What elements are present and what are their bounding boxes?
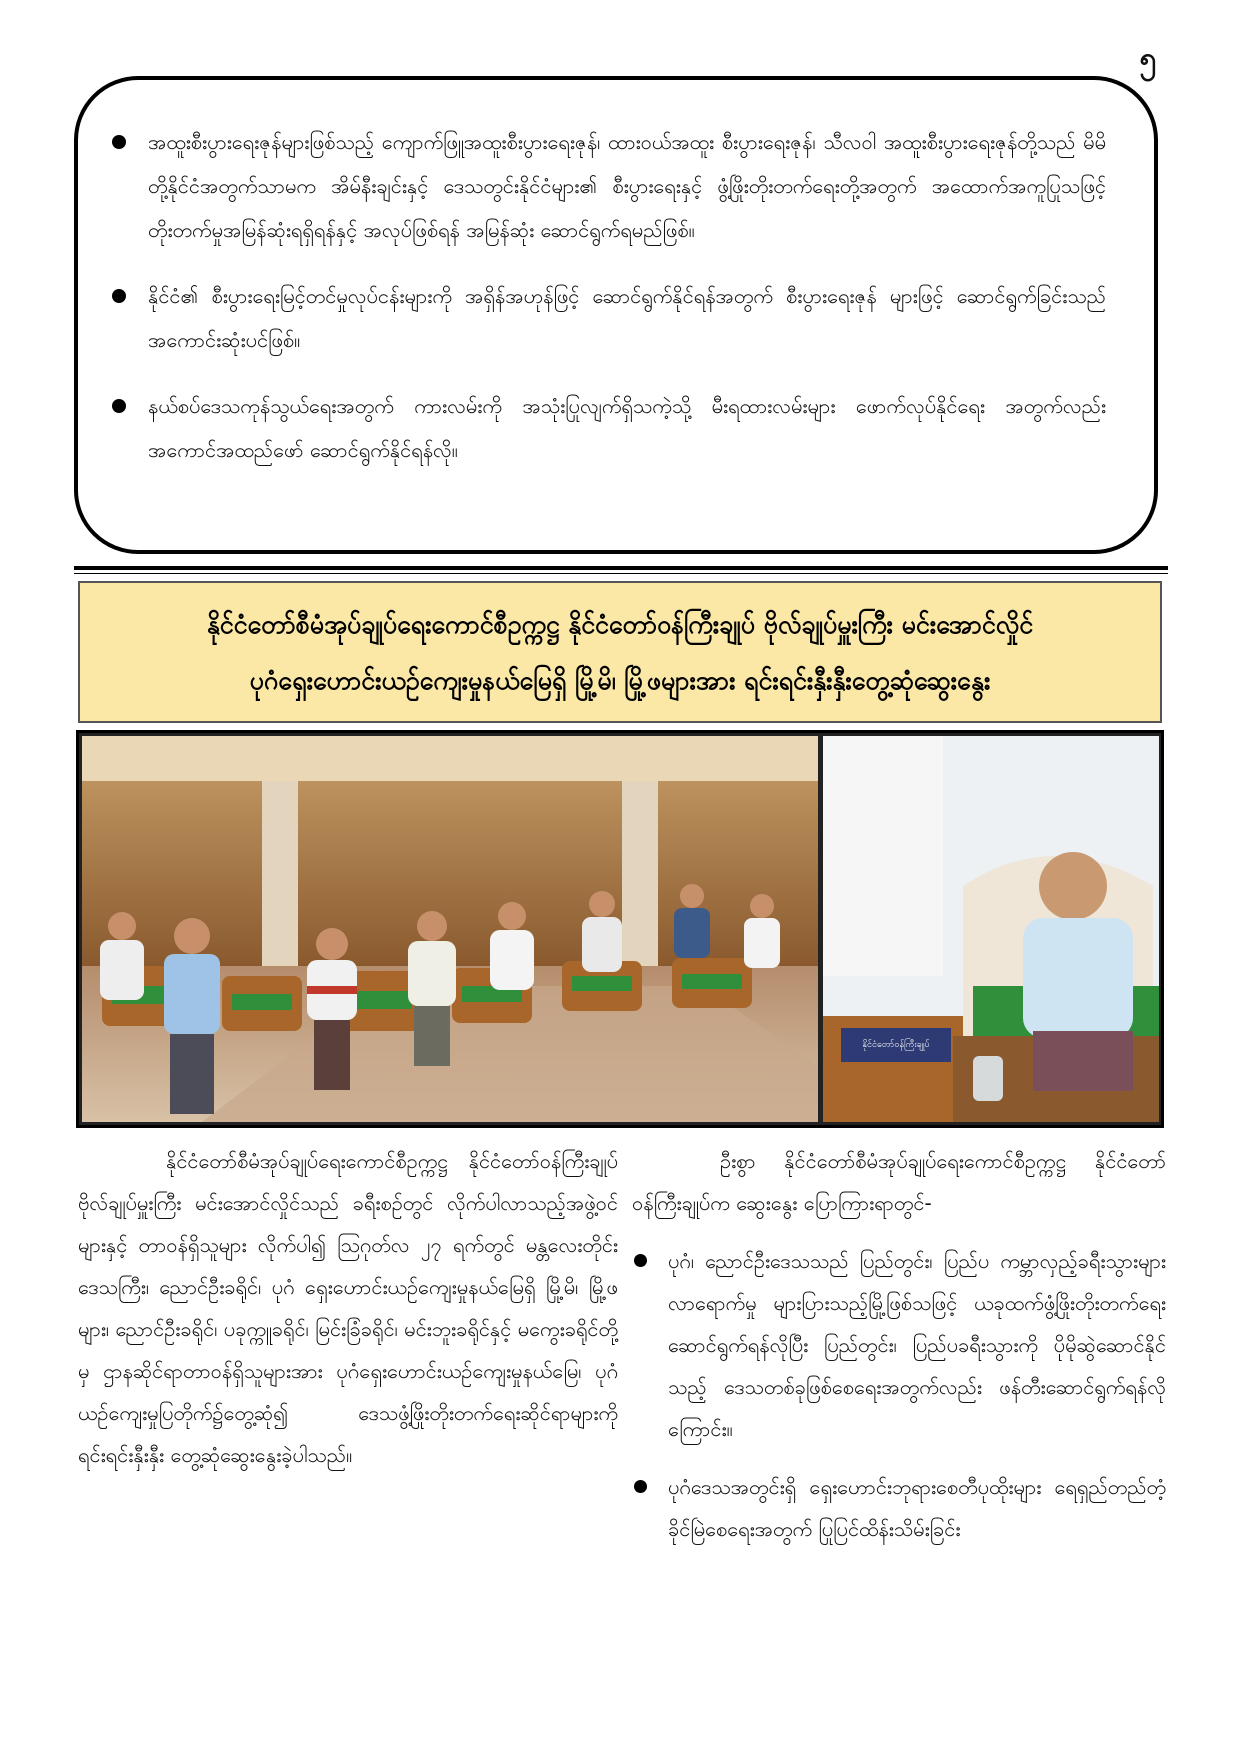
left-paragraph: နိုင်ငံတော်စီမံအုပ်ချုပ်ရေးကောင်စီဥက္ကဋ္ဌ နိုင်ငံတော်ဝန်ကြီးချုပ် ဗိုလ်ချုပ်မှူးကြီး မင်းအောင်လှိုင်သည် ခရီးစဉ်တွင် လိုက်ပါလာသည့်အဖွဲ့ဝင်များနှင့် တာဝန်ရှိသူများ လိုက်ပါ၍ ဩဂုတ်လ ၂၇ ရက်တွင် မန္တလေးတိုင်းဒေသကြီး၊ ညောင်ဦးခရိုင်၊ ပုဂံ ရှေးဟောင်းယဉ်ကျေးမှုနယ်မြေရှိ မြို့မိ၊ မြို့ဖများ၊ ညောင်ဦးခရိုင်၊ ပခုက္ကူခရိုင်၊ မြင်းခြံခရိုင်၊ မင်းဘူးခရိုင်နှင့် မကွေးခရိုင်တို့မှ ဌာနဆိုင်ရာတာဝန်ရှိသူများအား ပုဂံရှေးဟောင်းယဉ်ကျေးမှုနယ်မြေ၊ ပုဂံယဉ်ကျေးမှုပြတိုက်၌တွေ့ဆုံ၍ ဒေသဖွံ့ဖြိုးတိုးတက်ရေးဆိုင်ရာများကို ရင်းရင်းနှီးနှီး တွေ့ဆုံဆွေးနွေးခဲ့ပါသည်။: [78, 1149, 618, 1467]
summary-bullet: [106, 274, 1106, 362]
section-divider: [74, 566, 1168, 570]
speaker-photo: [823, 736, 1159, 1122]
summary-bullet-list: [106, 120, 1106, 472]
right-bullet-text: ပုဂံဒေသအတွင်းရှိ ရှေးဟောင်းဘုရားစေတီပုထိုးများ ရေရှည်တည်တံ့ခိုင်မြဲစေရေးအတွက် ပြုပြင်ထိန်းသိမ်းခြင်း: [668, 1475, 1166, 1541]
summary-bullet-text: အထူးစီးပွားရေးဇုန်များဖြစ်သည့် ကျောက်ဖြူအထူးစီးပွားရေးဇုန်၊ ထားဝယ်အထူး စီးပွားရေးဇုန်၊ သီလဝါ အထူးစီးပွားရေးဇုန်တို့သည် မိမိတို့နိုင်ငံအတွက်သာမက အိမ်နီးချင်းနှင့် ဒေသတွင်းနိုင်ငံများ၏ စီးပွားရေးနှင့် ဖွံ့ဖြိုးတိုးတက်ရေးတို့အတွက် အထောက်အကူပြုသဖြင့် တိုးတက်မှုအမြန်ဆုံးရရှိရန်နှင့် အလုပ်ဖြစ်ရန် အမြန်ဆုံး ဆောင်ရွက်ရမည်ဖြစ်။: [148, 130, 1106, 242]
bullet-dot-icon: [112, 135, 126, 149]
right-bullet: [632, 1240, 1166, 1450]
right-bullet-text: ပုဂံ၊ ညောင်ဦးဒေသသည် ပြည်တွင်း၊ ပြည်ပ ကမ္ဘာလှည့်ခရီးသွားများလာရောက်မှု များပြားသည့်မြို့ဖြစ်သဖြင့် ယခုထက်ဖွံ့ဖြိုးတိုးတက်ရေး ဆောင်ရွက်ရန်လိုပြီး ပြည်တွင်း၊ ပြည်ပခရီးသွားကို ပိုမိုဆွဲဆောင်နိုင်သည့် ဒေသတစ်ခုဖြစ်စေရေးအတွက်လည်း ဖန်တီးဆောင်ရွက်ရန်လို ကြောင်း။: [668, 1249, 1166, 1441]
right-bullet-list: [632, 1240, 1166, 1550]
headline-line-2: ပုဂံရှေးဟောင်းယဉ်ကျေးမှုနယ်မြေရှိ မြို့မိ၊ မြို့ဖများအား ရင်းရင်းနှီးနှီးတွေ့ဆုံဆွေးနွေး: [249, 666, 991, 695]
headline-banner: [78, 581, 1162, 723]
right-lead-paragraph: ဦးစွာ နိုင်ငံတော်စီမံအုပ်ချုပ်ရေးကောင်စီဥက္ကဋ္ဌ နိုင်ငံတော်ဝန်ကြီးချုပ်က ဆွေးနွေး ပြောကြားရာတွင်-: [632, 1149, 1166, 1215]
section-divider-thin: [74, 573, 1168, 574]
speaker-nameplate: နိုင်ငံတော်ဝန်ကြီးချုပ်: [862, 1040, 930, 1050]
page-number: ၅: [1139, 41, 1157, 76]
bullet-dot-icon: [634, 1480, 647, 1493]
right-column: [632, 1140, 1166, 1566]
summary-bullet: [106, 120, 1106, 252]
bullet-dot-icon: [112, 289, 126, 303]
right-bullet: [632, 1466, 1166, 1550]
summary-bullet-text: နိုင်ငံ၏ စီးပွားရေးမြင့်တင်မှုလုပ်ငန်းများကို အရှိန်အဟုန်ဖြင့် ဆောင်ရွက်နိုင်ရန်အတွက် စီးပွားရေးဇုန် များဖြင့် ဆောင်ရွက်ခြင်းသည် အကောင်းဆုံးပင်ဖြစ်။: [148, 284, 1106, 352]
summary-bullet: [106, 384, 1106, 472]
left-column: [78, 1140, 618, 1476]
bullet-dot-icon: [634, 1254, 647, 1267]
summary-bullet-text: နယ်စပ်ဒေသကုန်သွယ်ရေးအတွက် ကားလမ်းကို အသုံးပြုလျက်ရှိသကဲ့သို့ မီးရထားလမ်းများ ဖောက်လုပ်နိုင်ရေး အတွက်လည်း အကောင်အထည်ဖော် ဆောင်ရွက်နိုင်ရန်လို။: [148, 394, 1106, 462]
summary-box: [74, 76, 1158, 554]
photo-strip: [76, 730, 1164, 1128]
headline-line-1: နိုင်ငံတော်စီမံအုပ်ချုပ်ရေးကောင်စီဥက္ကဋ္ဌ နိုင်ငံတော်ဝန်ကြီးချုပ် ဗိုလ်ချုပ်မှူးကြီး မင်းအောင်လှိုင်: [206, 610, 1034, 639]
meeting-hall-photo: [82, 736, 818, 1122]
bullet-dot-icon: [112, 399, 126, 413]
